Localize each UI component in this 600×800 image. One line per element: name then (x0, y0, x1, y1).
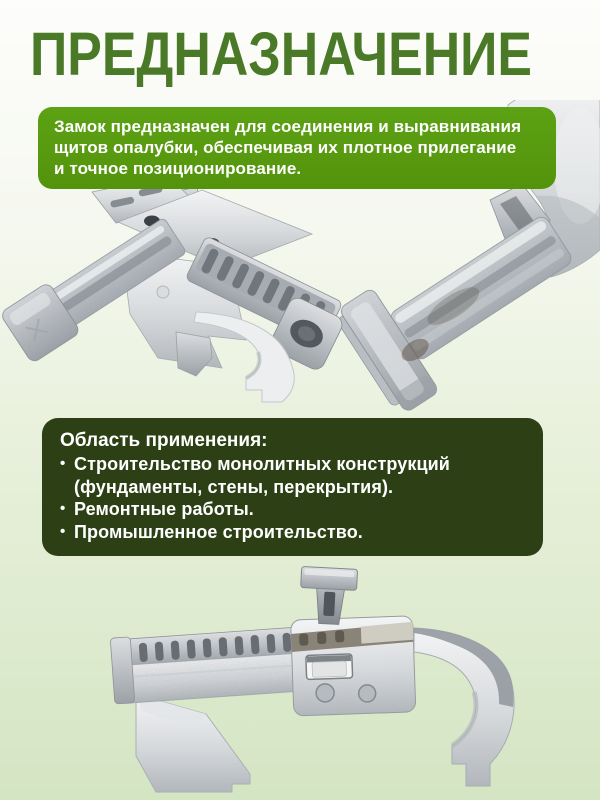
application-item-text: Промышленное строительство. (74, 521, 363, 542)
bullet-icon: • (60, 500, 66, 517)
application-item (60, 453, 527, 498)
intro-text-line: Замок предназначен для соединения и выравнивания (54, 117, 522, 136)
application-item (60, 498, 527, 521)
center-bracket (291, 616, 416, 716)
bullet-icon: • (60, 455, 66, 472)
application-item (60, 521, 527, 544)
intro-text-line: и точное позиционирование. (54, 159, 302, 178)
intro-text-line: щитов опалубки, обеспечивая их плотное прилегание (54, 138, 517, 157)
right-hook-jaw (414, 628, 514, 786)
left-jaw (136, 694, 250, 792)
page-title: ПРЕДНАЗНАЧЕНИЕ (30, 20, 533, 88)
formwork-clamp-side-view-photo (0, 560, 600, 800)
bullet-icon: • (60, 522, 66, 540)
rack-bar (110, 624, 312, 704)
application-box (42, 418, 543, 556)
intro-box (38, 107, 556, 189)
top-wedge-pin (299, 566, 358, 625)
application-item-text: Ремонтные работы. (74, 499, 254, 519)
application-item-text: Строительство монолитных конструкций (фундаменты, стены, перекрытия). (74, 454, 450, 497)
application-heading: Область применения: (60, 430, 268, 451)
